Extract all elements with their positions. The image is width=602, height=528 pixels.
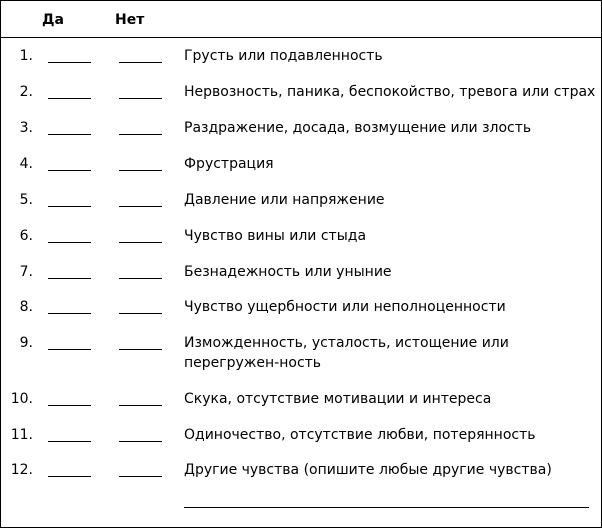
header-row (1, 1, 601, 38)
checklist-row (1, 460, 601, 480)
checklist-row (1, 46, 601, 66)
no-blank[interactable] (119, 134, 162, 135)
no-blank[interactable] (119, 313, 162, 314)
no-blank[interactable] (119, 441, 162, 442)
feeling-label: Чувство вины или стыда (184, 228, 367, 244)
checklist-row (1, 262, 601, 282)
row-number: 2. (19, 84, 33, 100)
no-blank[interactable] (119, 170, 162, 171)
checklist-row (1, 82, 601, 102)
column-header-no: Нет (115, 12, 145, 28)
feeling-label: Раздражение, досада, возмущение или злость (184, 120, 532, 136)
checklist-row (1, 297, 601, 317)
no-blank[interactable] (119, 98, 162, 99)
checklist-row (1, 118, 601, 138)
yes-blank[interactable] (48, 98, 91, 99)
row-number: 4. (19, 156, 33, 172)
no-blank[interactable] (119, 476, 162, 477)
row-number: 10. (10, 391, 33, 407)
row-number: 5. (19, 192, 33, 208)
yes-blank[interactable] (48, 313, 91, 314)
feeling-label: Грусть или подавленность (184, 48, 383, 64)
feeling-label: Скука, отсутствие мотивации и интереса (184, 391, 492, 407)
feeling-label: Другие чувства (опишите любые другие чувства) (184, 462, 552, 478)
row-number: 3. (19, 120, 33, 136)
feeling-label: Одиночество, отсутствие любви, потерянность (184, 427, 536, 443)
no-blank[interactable] (119, 349, 162, 350)
yes-blank[interactable] (48, 476, 91, 477)
column-header-yes: Да (42, 12, 64, 28)
no-blank[interactable] (119, 62, 162, 63)
row-number: 6. (19, 228, 33, 244)
yes-blank[interactable] (48, 242, 91, 243)
yes-blank[interactable] (48, 405, 91, 406)
row-number: 11. (10, 427, 33, 443)
feeling-label: Фрустрация (184, 156, 274, 172)
yes-blank[interactable] (48, 206, 91, 207)
row-number: 1. (19, 48, 33, 64)
checklist-row (1, 333, 601, 373)
checklist-row (1, 389, 601, 409)
checklist-row (1, 425, 601, 445)
yes-blank[interactable] (48, 134, 91, 135)
yes-blank[interactable] (48, 278, 91, 279)
feeling-label: Нервозность, паника, беспокойство, тревога или страх (184, 84, 596, 100)
other-feelings-write-line[interactable] (184, 507, 589, 508)
checklist-row (1, 226, 601, 246)
feeling-label: Чувство ущербности или неполноценности (184, 299, 506, 315)
row-number: 7. (19, 264, 33, 280)
checklist-row (1, 190, 601, 210)
yes-blank[interactable] (48, 170, 91, 171)
yes-blank[interactable] (48, 349, 91, 350)
row-number: 12. (10, 462, 33, 478)
no-blank[interactable] (119, 242, 162, 243)
no-blank[interactable] (119, 278, 162, 279)
row-number: 9. (19, 335, 33, 351)
checklist-row (1, 154, 601, 174)
no-blank[interactable] (119, 405, 162, 406)
feeling-label: Давление или напряжение (184, 192, 385, 208)
yes-blank[interactable] (48, 62, 91, 63)
feeling-label: Изможденность, усталость, истощение или перегружен-ность (184, 335, 509, 371)
feeling-label: Безнадежность или уныние (184, 264, 392, 280)
row-number: 8. (19, 299, 33, 315)
no-blank[interactable] (119, 206, 162, 207)
yes-blank[interactable] (48, 441, 91, 442)
